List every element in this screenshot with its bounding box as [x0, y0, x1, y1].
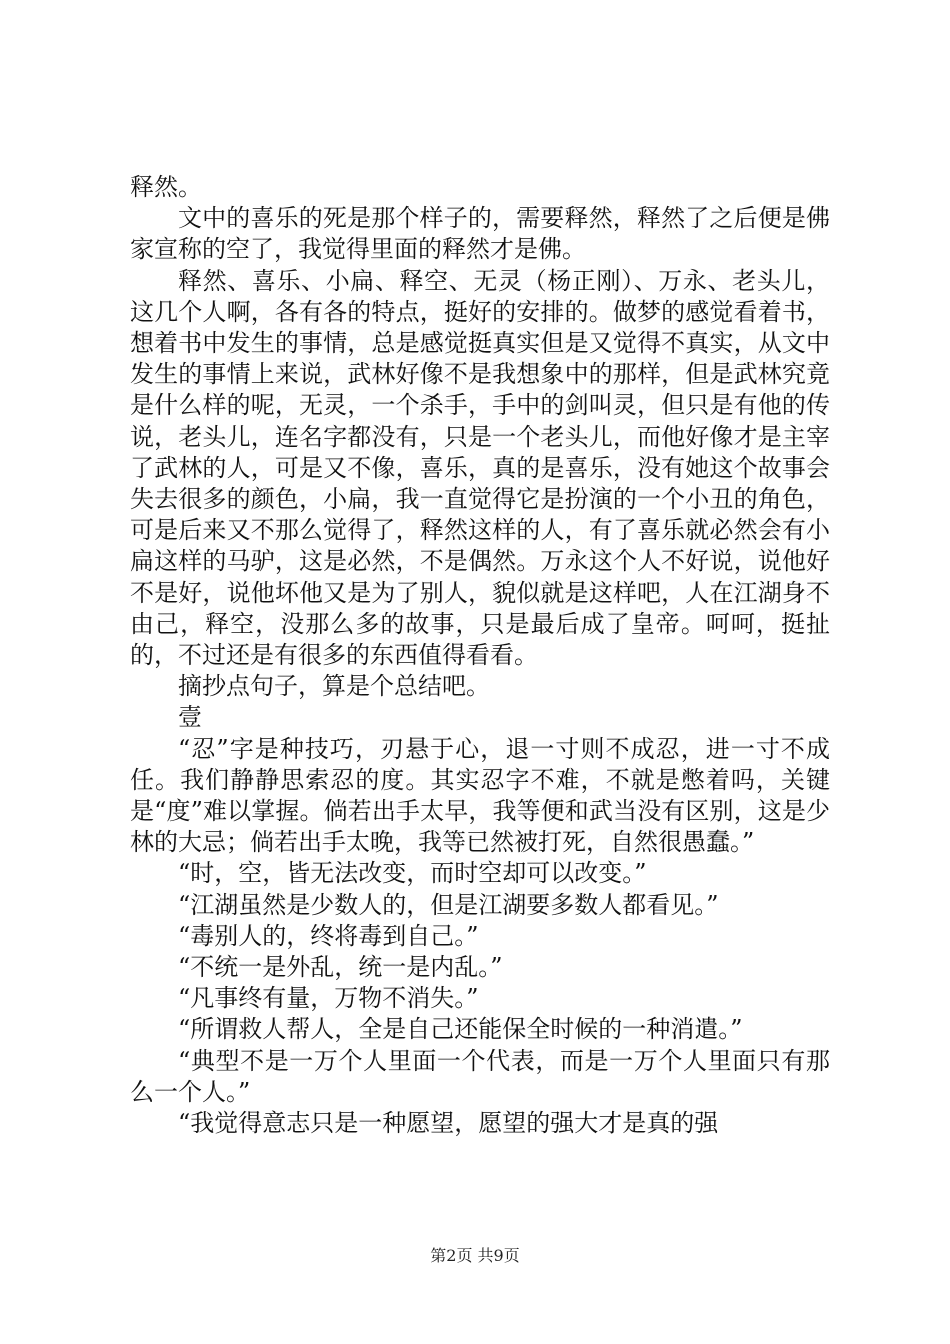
quote-paragraph: “典型不是一万个人里面一个代表，而是一万个人里面只有那么一个人。”	[130, 1046, 830, 1106]
quote-paragraph: “不统一是外乱，统一是内乱。”	[178, 953, 503, 982]
quote-paragraph: “凡事终有量，万物不消失。”	[178, 984, 479, 1013]
page-number-footer: 第2页 共9页	[430, 1246, 520, 1265]
paragraph: 释然、喜乐、小扁、释空、无灵（杨正刚）、万永、老头儿，这几个人啊，各有各的特点，挺好的安排的。做梦的感觉看着书，想着书中发生的事情，总是感觉挺真实但是又觉得不真实，从文中发生的事情上来说，武林好像不是我想象中的那样，但是武林究竟是什么样的呢，无灵，一个杀手，手中的剑叫灵，但只是有他的传说，老头儿，连名字都没有，只是一个老头儿，而他好像才是主宰了武林的人，可是又不像，喜乐，真的是喜乐，没有她这个故事会失去很多的颜色，小扁，我一直觉得它是扮演的一个小丑的角色，可是后来又不那么觉得了，释然这样的人，有了喜乐就必然会有小扁这样的马驴，这是必然，不是偶然。万永这个人不好说，说他好不是好，说他坏他又是为了别人，貌似就是这样吧，人在江湖身不由己，释空，没那么多的故事，只是最后成了皇帝。呵呵，挺扯的，不过还是有很多的东西值得看看。	[130, 266, 830, 670]
quote-paragraph: “忍”字是种技巧，刃悬于心，退一寸则不成忍，进一寸不成任。我们静静思索忍的度。其实忍字不难，不就是憋着吗，关键是“度”难以掌握。倘若出手太早，我等便和武当没有区别，这是少林的大忌；倘若出手太晚，我等已然被打死，自然很愚蠢。”	[130, 734, 830, 857]
document-body	[130, 172, 830, 1139]
section-marker: 壹	[178, 703, 202, 732]
quote-paragraph: “时，空，皆无法改变，而时空却可以改变。”	[178, 859, 647, 888]
paragraph: 摘抄点句子，算是个总结吧。	[178, 672, 490, 701]
paragraph: 释然。	[130, 173, 202, 201]
paragraph: 文中的喜乐的死是那个样子的，需要释然，释然了之后便是佛家宣称的空了，我觉得里面的释然才是佛。	[130, 204, 830, 264]
quote-paragraph: “所谓救人帮人，全是自己还能保全时候的一种消遣。”	[178, 1015, 743, 1044]
quote-paragraph: “我觉得意志只是一种愿望，愿望的强大才是真的强	[178, 1109, 719, 1138]
quote-paragraph: “毒别人的，终将毒到自己。”	[178, 921, 479, 950]
quote-paragraph: “江湖虽然是少数人的，但是江湖要多数人都看见。”	[178, 890, 719, 919]
